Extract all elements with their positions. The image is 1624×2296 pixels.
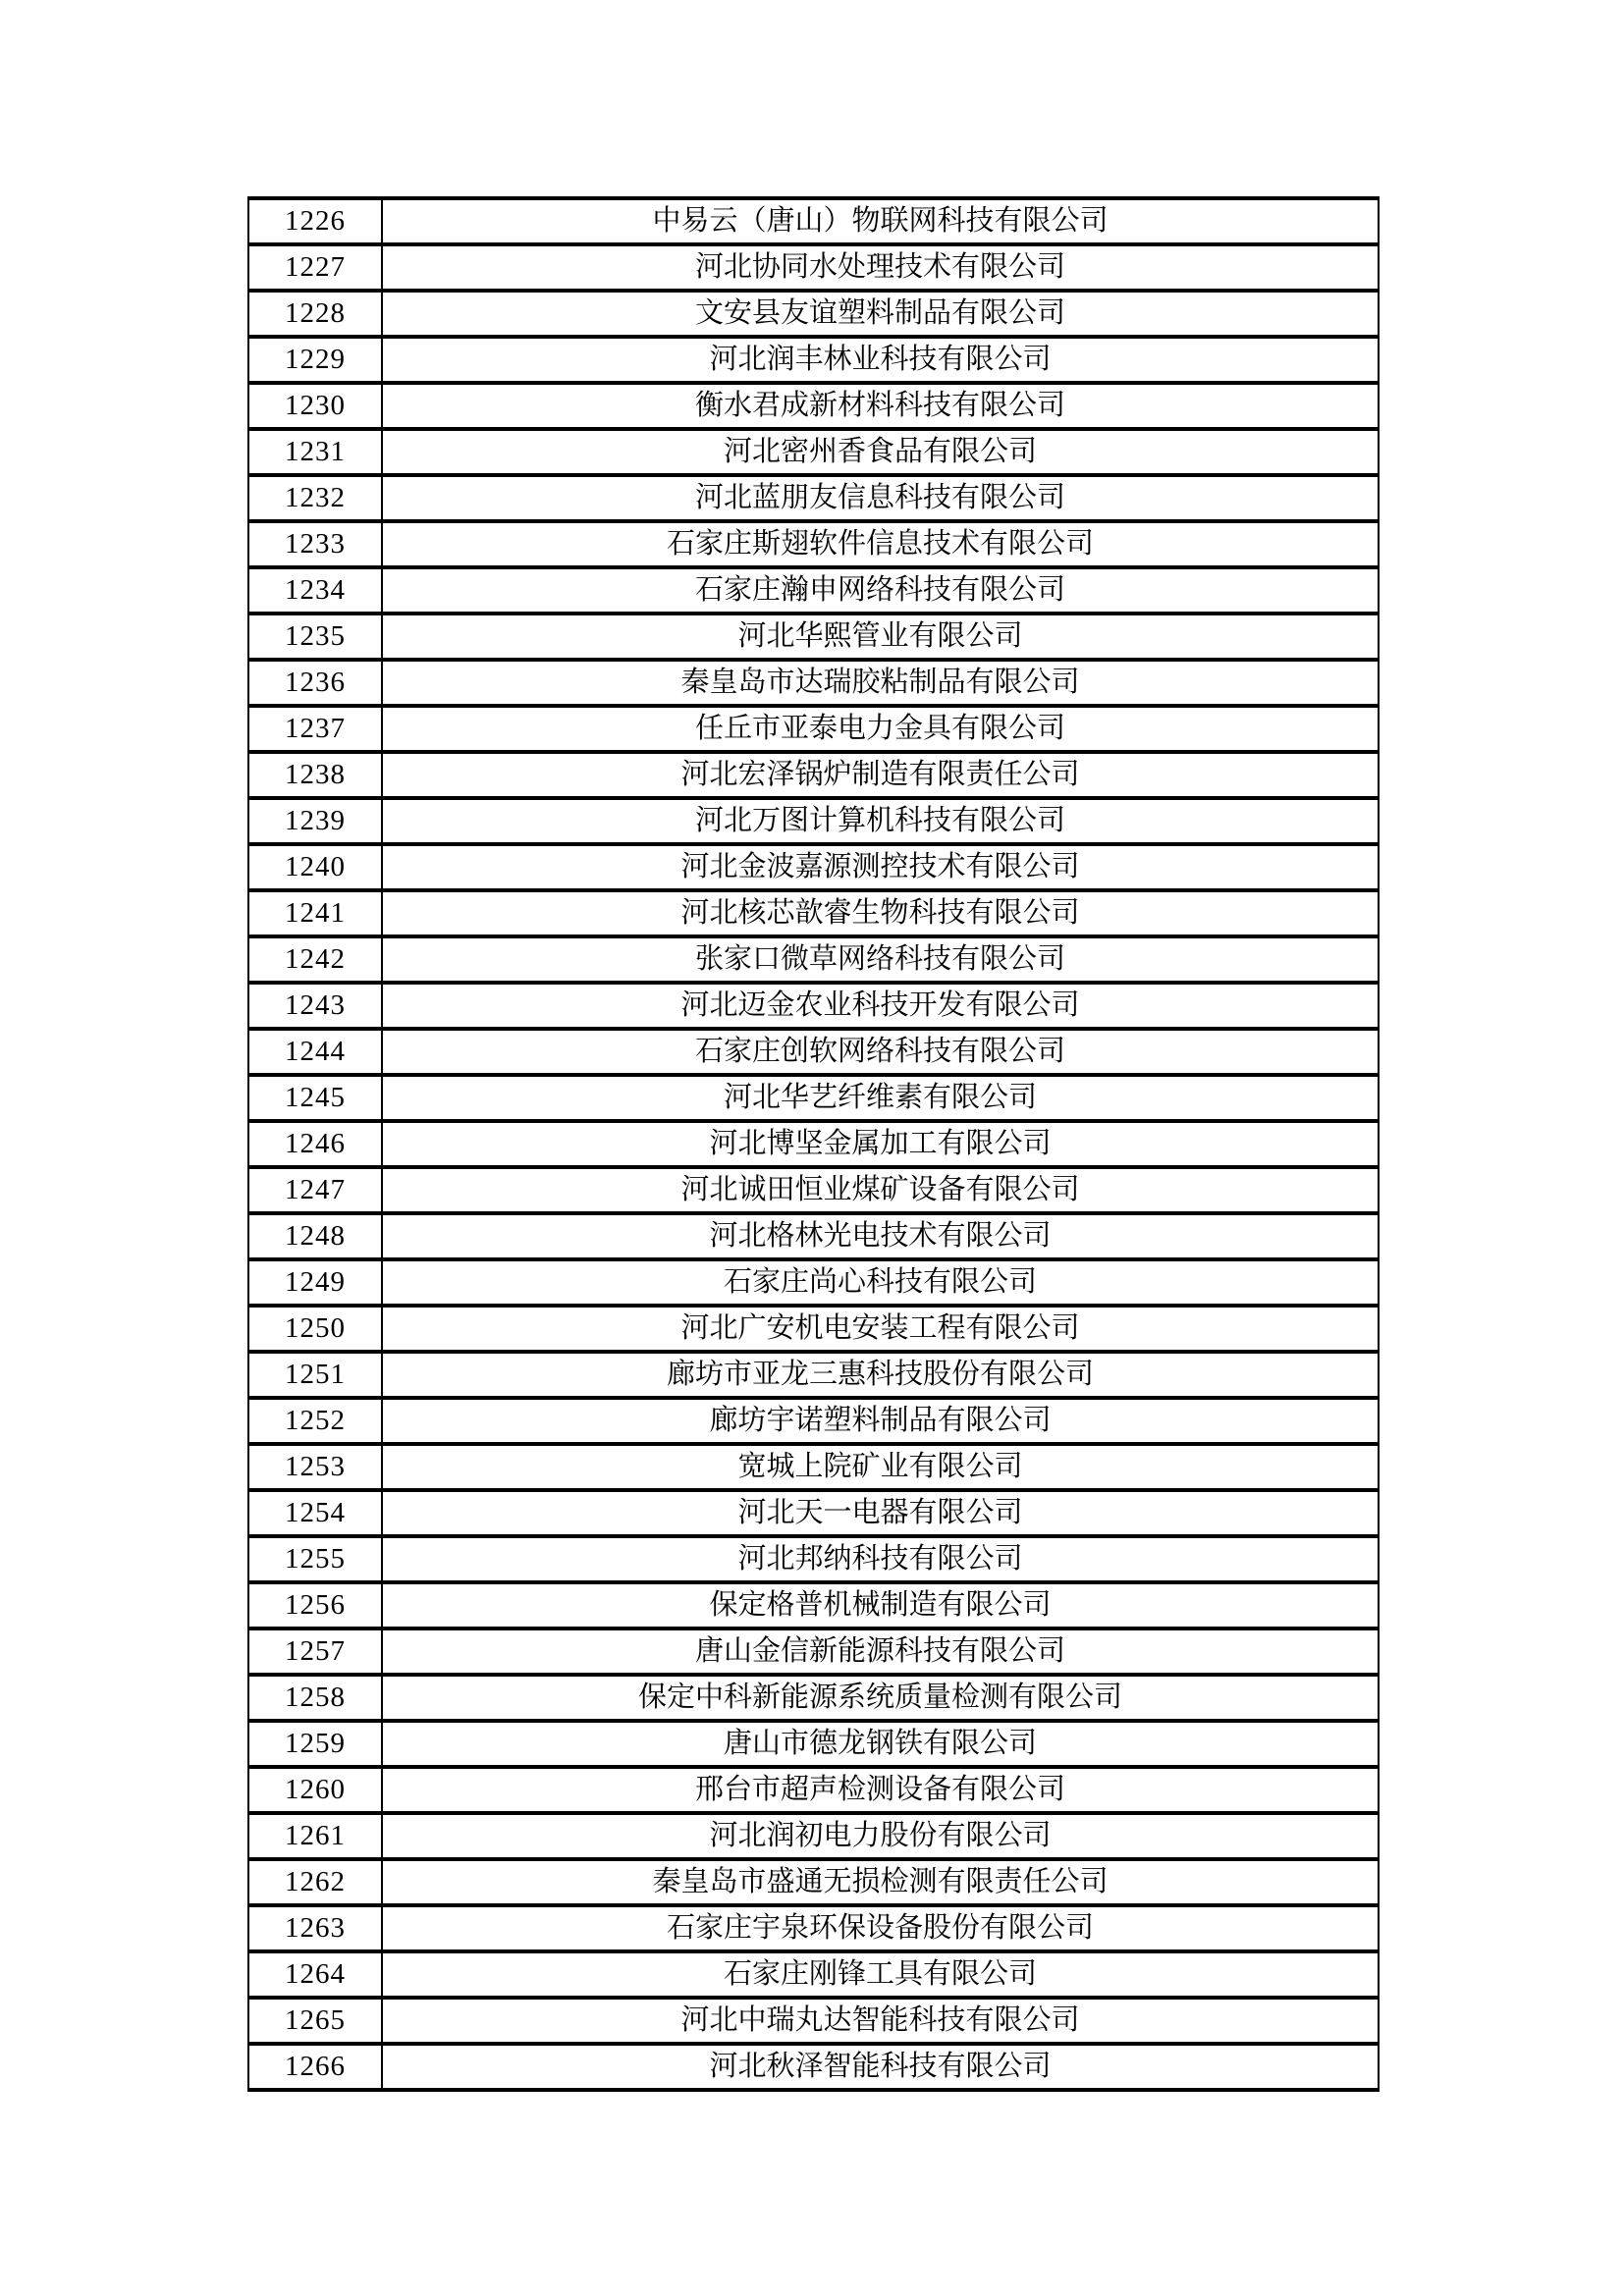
row-number: 1239	[248, 798, 382, 844]
company-name: 石家庄宇泉环保设备股份有限公司	[382, 1905, 1379, 1951]
row-number: 1244	[248, 1029, 382, 1075]
row-number: 1240	[248, 844, 382, 890]
company-table-body	[248, 198, 1379, 2090]
company-name: 河北华艺纤维素有限公司	[382, 1075, 1379, 1121]
company-name: 河北宏泽锅炉制造有限责任公司	[382, 752, 1379, 798]
row-number: 1248	[248, 1213, 382, 1259]
table-row	[248, 291, 1379, 337]
table-row	[248, 1675, 1379, 1721]
company-name: 河北中瑞丸达智能科技有限公司	[382, 1998, 1379, 2044]
company-name: 河北蓝朋友信息科技有限公司	[382, 475, 1379, 521]
company-name: 河北格林光电技术有限公司	[382, 1213, 1379, 1259]
table-row	[248, 706, 1379, 752]
row-number: 1242	[248, 936, 382, 983]
company-name: 邢台市超声检测设备有限公司	[382, 1767, 1379, 1813]
row-number: 1247	[248, 1167, 382, 1213]
company-name: 河北润丰林业科技有限公司	[382, 337, 1379, 383]
table-row	[248, 475, 1379, 521]
company-name: 衡水君成新材料科技有限公司	[382, 383, 1379, 429]
row-number: 1256	[248, 1582, 382, 1629]
company-name: 石家庄瀚申网络科技有限公司	[382, 567, 1379, 614]
table-row	[248, 1998, 1379, 2044]
company-name: 保定格普机械制造有限公司	[382, 1582, 1379, 1629]
company-name: 保定中科新能源系统质量检测有限公司	[382, 1675, 1379, 1721]
table-row	[248, 890, 1379, 936]
company-name: 唐山市德龙钢铁有限公司	[382, 1721, 1379, 1767]
row-number: 1260	[248, 1767, 382, 1813]
row-number: 1261	[248, 1813, 382, 1859]
company-name: 文安县友谊塑料制品有限公司	[382, 291, 1379, 337]
table-row	[248, 1167, 1379, 1213]
company-name: 廊坊宇诺塑料制品有限公司	[382, 1398, 1379, 1444]
company-name: 河北诚田恒业煤矿设备有限公司	[382, 1167, 1379, 1213]
table-row	[248, 1306, 1379, 1352]
row-number: 1233	[248, 521, 382, 567]
table-row	[248, 1490, 1379, 1536]
table-row	[248, 383, 1379, 429]
company-name: 河北万图计算机科技有限公司	[382, 798, 1379, 844]
row-number: 1266	[248, 2044, 382, 2090]
table-row	[248, 1582, 1379, 1629]
table-row	[248, 1721, 1379, 1767]
row-number: 1227	[248, 244, 382, 291]
row-number: 1264	[248, 1951, 382, 1998]
table-row	[248, 2044, 1379, 2090]
row-number: 1253	[248, 1444, 382, 1490]
row-number: 1232	[248, 475, 382, 521]
row-number: 1251	[248, 1352, 382, 1398]
table-row	[248, 844, 1379, 890]
company-name: 秦皇岛市盛通无损检测有限责任公司	[382, 1859, 1379, 1905]
company-name: 河北华熙管业有限公司	[382, 614, 1379, 660]
company-name: 石家庄尚心科技有限公司	[382, 1259, 1379, 1306]
company-name: 中易云（唐山）物联网科技有限公司	[382, 198, 1379, 244]
company-name: 河北邦纳科技有限公司	[382, 1536, 1379, 1582]
row-number: 1258	[248, 1675, 382, 1721]
company-name: 河北博坚金属加工有限公司	[382, 1121, 1379, 1167]
table-row	[248, 983, 1379, 1029]
table-row	[248, 1213, 1379, 1259]
row-number: 1265	[248, 1998, 382, 2044]
row-number: 1241	[248, 890, 382, 936]
company-name: 河北协同水处理技术有限公司	[382, 244, 1379, 291]
company-name: 石家庄刚锋工具有限公司	[382, 1951, 1379, 1998]
table-row	[248, 429, 1379, 475]
table-row	[248, 798, 1379, 844]
row-number: 1228	[248, 291, 382, 337]
table-row	[248, 1536, 1379, 1582]
company-name: 秦皇岛市达瑞胶粘制品有限公司	[382, 660, 1379, 706]
table-row	[248, 1352, 1379, 1398]
table-row	[248, 244, 1379, 291]
row-number: 1243	[248, 983, 382, 1029]
row-number: 1249	[248, 1259, 382, 1306]
row-number: 1235	[248, 614, 382, 660]
table-row	[248, 614, 1379, 660]
row-number: 1229	[248, 337, 382, 383]
company-name: 石家庄斯翅软件信息技术有限公司	[382, 521, 1379, 567]
table-row	[248, 1951, 1379, 1998]
row-number: 1231	[248, 429, 382, 475]
company-name: 张家口微草网络科技有限公司	[382, 936, 1379, 983]
company-name: 河北金波嘉源测控技术有限公司	[382, 844, 1379, 890]
table-row	[248, 198, 1379, 244]
row-number: 1255	[248, 1536, 382, 1582]
row-number: 1254	[248, 1490, 382, 1536]
row-number: 1262	[248, 1859, 382, 1905]
row-number: 1234	[248, 567, 382, 614]
row-number: 1237	[248, 706, 382, 752]
row-number: 1259	[248, 1721, 382, 1767]
table-row	[248, 752, 1379, 798]
company-name: 任丘市亚泰电力金具有限公司	[382, 706, 1379, 752]
row-number: 1230	[248, 383, 382, 429]
row-number: 1246	[248, 1121, 382, 1167]
company-name: 宽城上院矿业有限公司	[382, 1444, 1379, 1490]
company-name: 河北润初电力股份有限公司	[382, 1813, 1379, 1859]
table-row	[248, 1444, 1379, 1490]
company-table	[247, 196, 1380, 2092]
table-row	[248, 660, 1379, 706]
table-row	[248, 1121, 1379, 1167]
table-row	[248, 936, 1379, 983]
table-row	[248, 1813, 1379, 1859]
row-number: 1238	[248, 752, 382, 798]
table-row	[248, 1259, 1379, 1306]
row-number: 1250	[248, 1306, 382, 1352]
table-row	[248, 1905, 1379, 1951]
table-row	[248, 567, 1379, 614]
table-row	[248, 337, 1379, 383]
row-number: 1226	[248, 198, 382, 244]
company-name: 唐山金信新能源科技有限公司	[382, 1629, 1379, 1675]
table-row	[248, 1859, 1379, 1905]
company-name: 廊坊市亚龙三惠科技股份有限公司	[382, 1352, 1379, 1398]
table-row	[248, 1075, 1379, 1121]
row-number: 1257	[248, 1629, 382, 1675]
company-name: 河北迈金农业科技开发有限公司	[382, 983, 1379, 1029]
company-name: 河北密州香食品有限公司	[382, 429, 1379, 475]
row-number: 1252	[248, 1398, 382, 1444]
row-number: 1245	[248, 1075, 382, 1121]
company-name: 河北广安机电安装工程有限公司	[382, 1306, 1379, 1352]
table-row	[248, 1629, 1379, 1675]
company-name: 石家庄创软网络科技有限公司	[382, 1029, 1379, 1075]
table-row	[248, 521, 1379, 567]
table-row	[248, 1398, 1379, 1444]
row-number: 1236	[248, 660, 382, 706]
table-row	[248, 1029, 1379, 1075]
table-row	[248, 1767, 1379, 1813]
row-number: 1263	[248, 1905, 382, 1951]
company-name: 河北秋泽智能科技有限公司	[382, 2044, 1379, 2090]
company-name: 河北天一电器有限公司	[382, 1490, 1379, 1536]
company-name: 河北核芯歆睿生物科技有限公司	[382, 890, 1379, 936]
